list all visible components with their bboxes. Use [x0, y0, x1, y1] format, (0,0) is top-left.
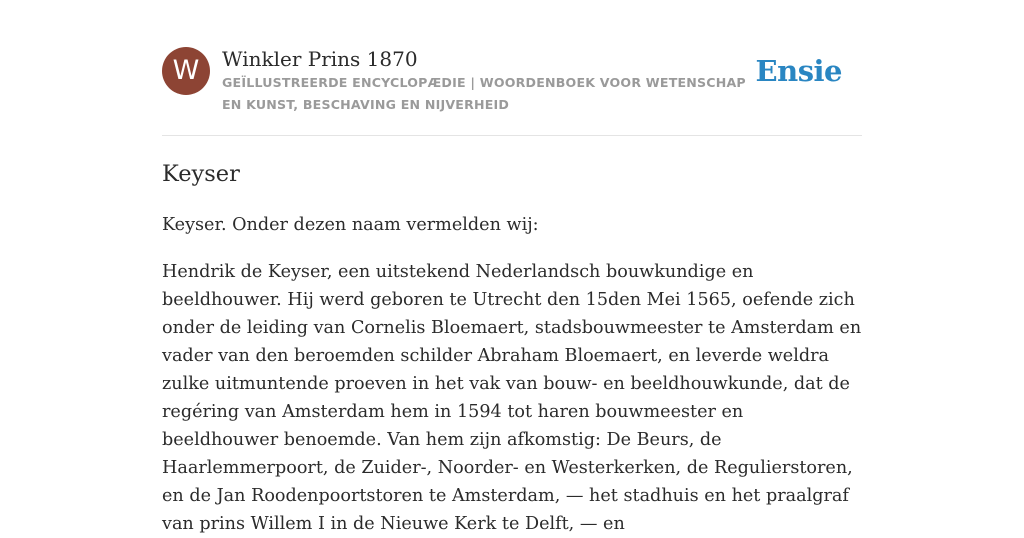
ensie-logo[interactable]: Ensie — [755, 54, 842, 88]
source-title[interactable]: Winkler Prins 1870 — [222, 47, 418, 71]
source-header — [162, 47, 862, 135]
article-paragraph: Keyser. Onder dezen naam vermelden wij: — [162, 215, 539, 235]
header-divider — [162, 135, 862, 136]
source-subtitle: GEÏLLUSTREERDE ENCYCLOPÆDIE | WOORDENBOEK VOOR WETENSCHAP EN KUNST, BESCHAVING EN NIJVERHEID — [222, 75, 746, 112]
article — [162, 156, 862, 538]
article-paragraph: Hendrik de Keyser, een uitstekend Nederlandsch bouwkundige en beeldhouwer. Hij werd geboren te Utrecht den 15den Mei 1565, oefende zich onder de leiding van Cornelis Bloemaert, stadsbouwmeester te Amsterdam en vader van den beroemden schilder Abraham Bloemaert, en leverde weldra zulke uitmuntende proeven in het vak van bouw- en beeldhouwkunde, dat de regéring van Amsterdam hem in 1594 tot haren bouwmeester en beeldhouwer benoemde. Van hem zijn afkomstig: De Beurs, de Haarlemmerpoort, de Zuider-, Noorder- en Westerkerken, de Regulierstoren, en de Jan Roodenpoortstoren te Amsterdam, — het stadhuis en het praalgraf van prins Willem I in de Nieuwe Kerk te Delft, — en — [162, 262, 862, 534]
source-avatar[interactable]: W — [162, 47, 210, 95]
article-title: Keyser — [162, 161, 240, 187]
